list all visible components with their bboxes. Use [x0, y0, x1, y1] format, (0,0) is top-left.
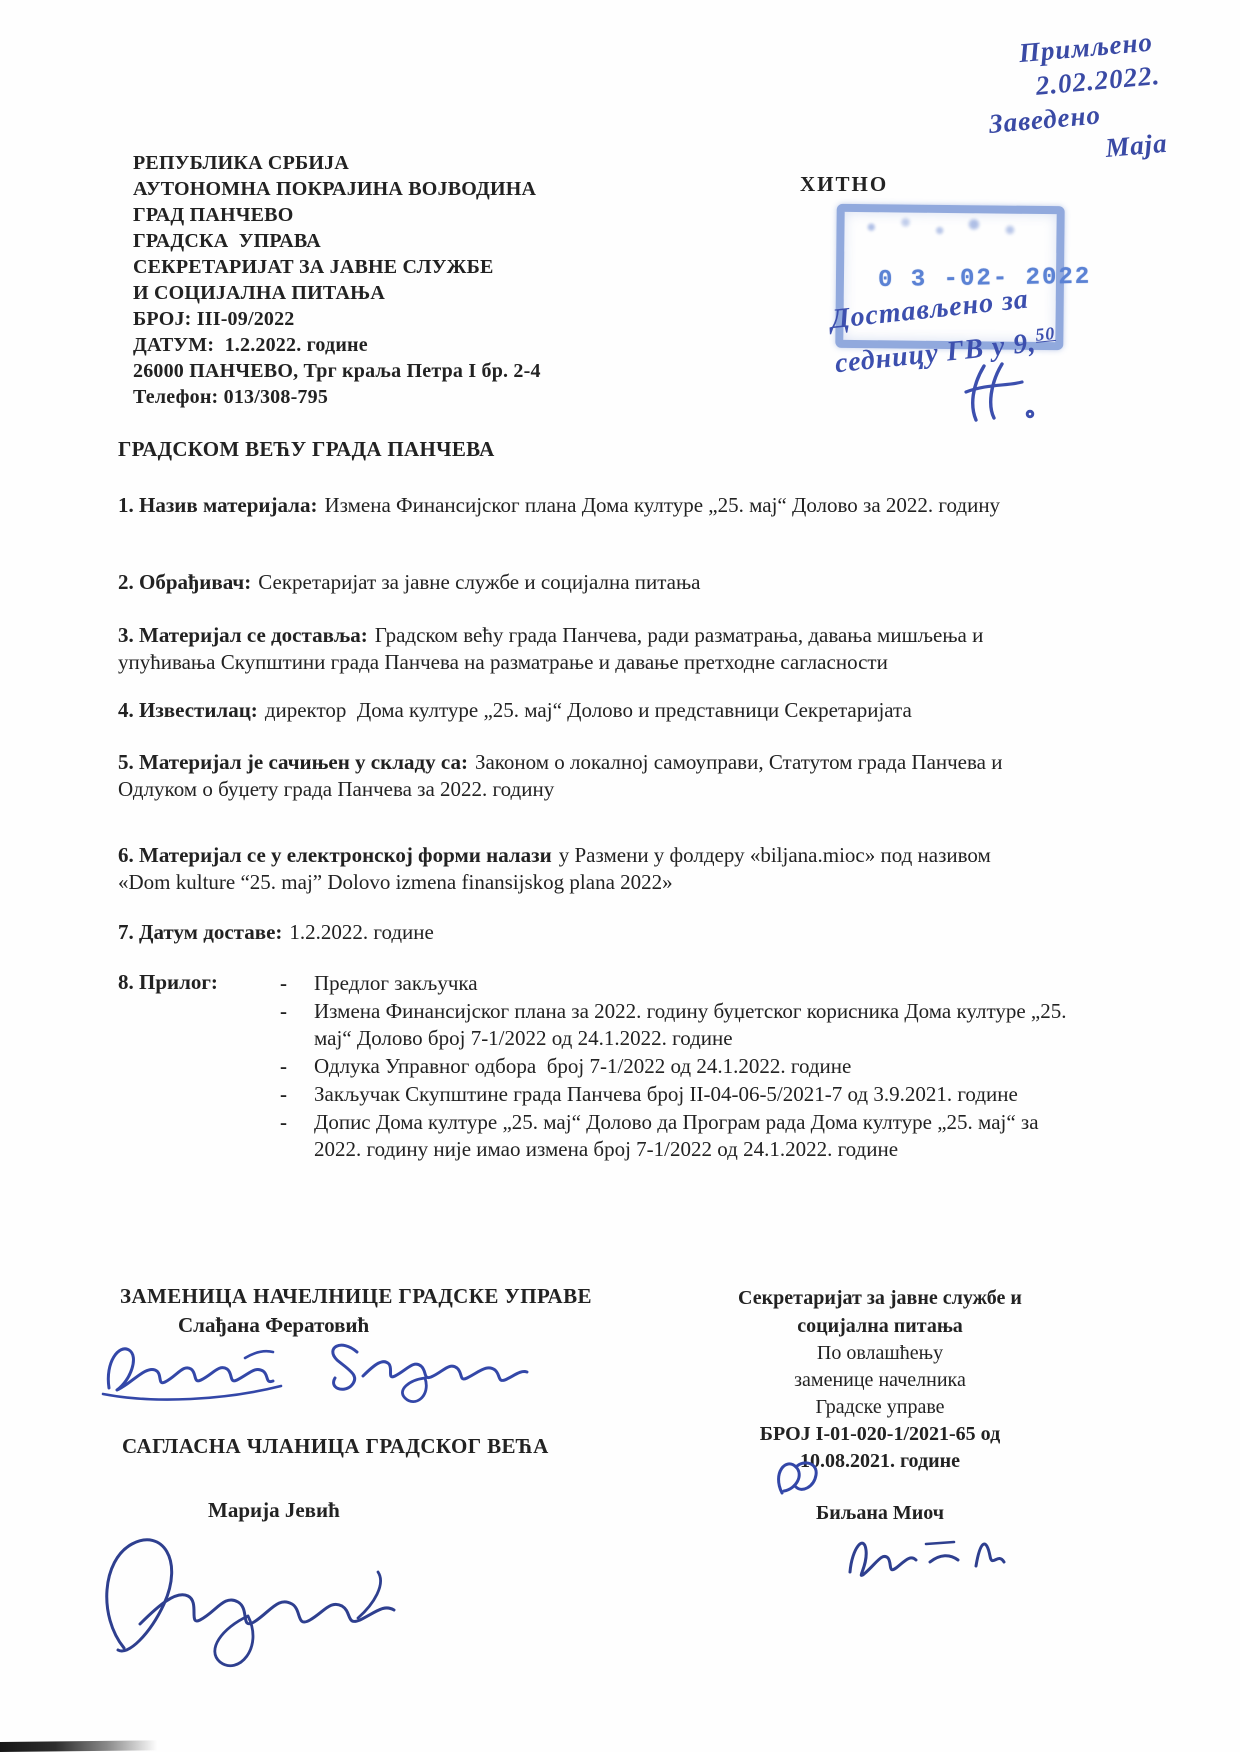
attachment-item	[280, 970, 1090, 997]
item-label: 6. Материјал се у електронској форми налази	[118, 843, 552, 867]
item-label: 1. Назив материјала:	[118, 493, 318, 517]
signature-mioc	[838, 1522, 1008, 1592]
item-naziv-materijala	[118, 492, 1028, 519]
item-obradjivac	[118, 569, 1028, 596]
item-text: у Размени у фолдеру «biljana.mioc» под називом «Dom kulture “25. maj” Dolovo izmena finansijskog plana 2022»	[118, 843, 997, 894]
letterhead-line: И СОЦИЈАЛНА ПИТАЊА	[133, 282, 385, 304]
attachment-item	[280, 1053, 1090, 1080]
attachment-text: Измена Финансијског плана за 2022. годину буџетског корисника Дома културе „25. мај“ Долово број 7-1/2022 од 24.1.2022. године	[314, 999, 1072, 1050]
right-auth-line: По овлашћењу	[816, 1342, 944, 1364]
left-consent-title: САГЛАСНА ЧЛАНИЦА ГРАДСКОГ ВЕЋА	[122, 1434, 549, 1458]
attachment-dash: -	[280, 1054, 287, 1078]
attachment-item	[280, 998, 1090, 1052]
item-text: директор Дома културе „25. мај“ Долово и представници Секретаријата	[264, 698, 912, 722]
attachment-item	[280, 1081, 1090, 1108]
received-note-line: Заведено	[987, 99, 1103, 140]
received-note-line: Примљено	[1017, 26, 1154, 69]
delivery-note-time-sup: 50	[1034, 322, 1057, 345]
attachment-dash: -	[280, 971, 287, 995]
letterhead-line: РЕПУБЛИКА СРБИЈА	[133, 152, 350, 174]
addressee: ГРАДСКОМ ВЕЋУ ГРАДА ПАНЧЕВА	[118, 437, 495, 461]
right-org-title	[700, 1284, 1060, 1340]
right-auth-line: Градске управе	[815, 1396, 945, 1418]
right-auth-line: заменице начелника	[794, 1369, 966, 1391]
right-org-line: социјална питања	[797, 1315, 963, 1337]
right-org-line: Секретаријат за јавне службе и	[738, 1287, 1022, 1309]
initials-doodle	[768, 1455, 828, 1501]
item-materijal-se-dostavlja	[118, 622, 1028, 676]
attachment-item	[280, 1109, 1090, 1163]
right-authorization	[700, 1340, 1060, 1421]
handwritten-received-note	[980, 17, 1240, 175]
attachment-dash: -	[280, 1082, 287, 1106]
delivery-note-line: седницу ГВ у 9,50	[833, 322, 1057, 380]
item-label: 7. Датум доставе:	[118, 920, 283, 944]
attachment-dash: -	[280, 1110, 287, 1134]
urgent-label: ХИТНО	[800, 172, 889, 196]
received-note-line: Маја	[1104, 127, 1169, 163]
item-text: Измена Финансијског плана Дома културе „25. мај“ Долово за 2022. годину	[324, 493, 1001, 517]
item-elektronska-forma	[118, 842, 1028, 896]
signature-feratovic	[95, 1332, 535, 1412]
left-consent-name: Марија Јевић	[208, 1498, 340, 1522]
item-label: 5. Материјал је сачињен у складу са:	[118, 750, 468, 774]
signature-jevic	[88, 1520, 418, 1680]
item-label: 4. Известилац:	[118, 698, 258, 722]
item-izvestilac	[118, 697, 1028, 724]
initials-signature	[950, 360, 1040, 424]
letterhead-line: ГРАД ПАНЧЕВО	[133, 204, 294, 226]
attachments-label: 8. Прилог:	[118, 970, 218, 994]
attachment-text: Закључак Скупштине града Панчева број II-04-06-5/2021-7 од 3.9.2021. године	[314, 1082, 1018, 1106]
stamp-smudge	[848, 214, 1038, 242]
letterhead	[133, 150, 541, 410]
left-signatory-name: Слађана Фератовић	[178, 1313, 370, 1337]
attachment-text: Предлог закључка	[314, 971, 478, 995]
item-label: 2. Обрађивач:	[118, 570, 252, 594]
right-number-line: БРОЈ I-01-020-1/2021-65 од	[759, 1423, 1001, 1445]
item-sacinjen-u-skladu	[118, 749, 1028, 803]
letterhead-line: ГРАДСКА УПРАВА	[133, 230, 321, 252]
attachment-dash: -	[280, 999, 287, 1023]
letterhead-line: АУТОНОМНА ПОКРАЈИНА ВОЈВОДИНА	[133, 178, 537, 200]
letterhead-line: СЕКРЕТАРИЈАТ ЗА ЈАВНЕ СЛУЖБЕ	[133, 256, 494, 278]
attachment-text: Допис Дома културе „25. мај“ Долово да Програм рада Дома културе „25. мај“ за 2022. годину није имао измена број 7-1/2022 од 24.1.2022. године	[314, 1110, 1044, 1161]
letterhead-line: ДАТУМ: 1.2.2022. године	[133, 334, 368, 356]
right-authorization-number	[700, 1421, 1060, 1475]
delivery-note-line: Достављено за	[828, 283, 1031, 336]
item-text: Градском већу града Панчева, ради разматрања, давања мишљења и упућивања Скупштини града Панчева на разматрање и давање претходне сагласности	[118, 623, 989, 674]
letterhead-line: 26000 ПАНЧЕВО, Трг краља Петра I бр. 2-4	[133, 360, 541, 382]
left-signatory-title: ЗАМЕНИЦА НАЧЕЛНИЦЕ ГРАДСКЕ УПРАВЕ	[120, 1284, 592, 1308]
attachment-text: Одлука Управног одбора број 7-1/2022 од 24.1.2022. године	[314, 1054, 852, 1078]
item-datum-dostave	[118, 919, 1028, 946]
right-number-line: 10.08.2021. године	[799, 1450, 961, 1472]
stamp-date: 0 3 -02- 2022	[877, 263, 1092, 295]
item-text: Законом о локалној самоуправи, Статутом града Панчева и Одлуком о буџету града Панчева за 2022. годину	[118, 750, 1008, 801]
item-text: 1.2.2022. године	[289, 920, 434, 944]
item-label: 3. Материјал се доставља:	[118, 623, 368, 647]
received-note-line: 2.02.2022.	[1034, 60, 1162, 101]
attachments-list	[280, 970, 1090, 1164]
item-text: Секретаријат за јавне службе и социјална питања	[258, 570, 701, 594]
letterhead-line: Телефон: 013/308-795	[133, 386, 329, 408]
right-signatory-name: Биљана Миоч	[815, 1502, 945, 1524]
scan-edge-artifact	[0, 1740, 185, 1752]
letterhead-line: БРОЈ: III-09/2022	[133, 308, 295, 330]
